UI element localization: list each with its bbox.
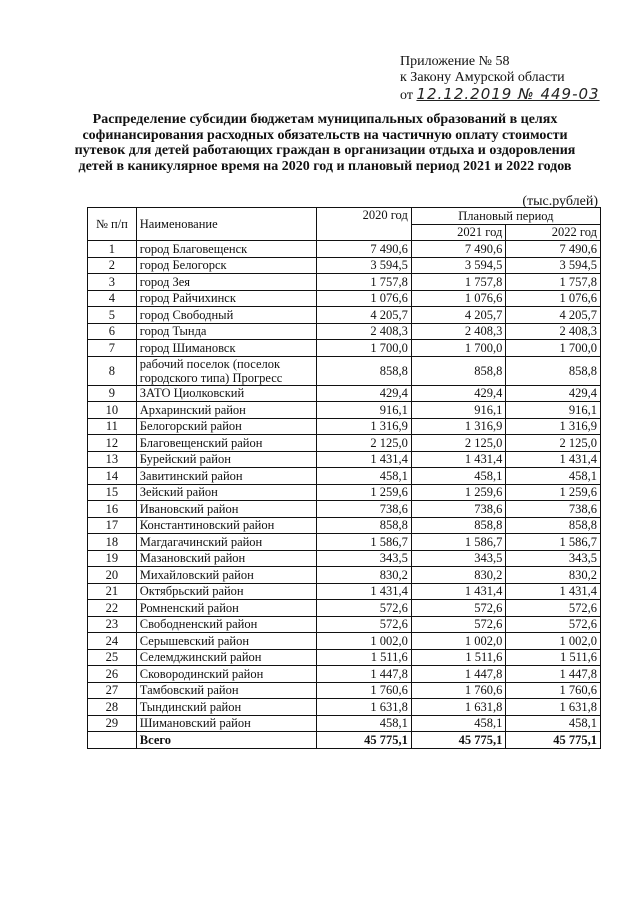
- row-2022-cell: 1 760,6: [506, 682, 601, 699]
- row-name-cell: Константиновский район: [136, 517, 316, 534]
- table-row: [88, 274, 601, 291]
- table-row: [88, 307, 601, 324]
- row-2021-cell: 1 511,6: [411, 649, 506, 666]
- row-name-cell: рабочий поселок (поселок городского типа) Прогресс: [136, 356, 316, 385]
- row-2022-cell: 1 757,8: [506, 274, 601, 291]
- header-planned-period: Плановый период: [411, 208, 600, 225]
- row-2021-cell: 458,1: [411, 468, 506, 485]
- document-title: Распределение субсидии бюджетам муниципальных образований в целях софинансирования расходных обязательств на частичную оплату стоимости путевок для детей работающих граждан в организации отдыха и оздоровления детей в каникулярное время на 2020 год и плановый период 2021 и 2022 годов: [74, 112, 576, 174]
- row-2020-cell: 1 431,4: [317, 583, 412, 600]
- row-2022-cell: 1 316,9: [506, 418, 601, 435]
- row-2020-cell: 572,6: [317, 600, 412, 617]
- table-row: [88, 715, 601, 732]
- row-2022-cell: 429,4: [506, 385, 601, 402]
- header-2022: 2022 год: [506, 224, 601, 241]
- row-2021-cell: 572,6: [411, 600, 506, 617]
- row-2020-cell: 858,8: [317, 517, 412, 534]
- table-row: [88, 633, 601, 650]
- row-name-cell: Михайловский район: [136, 567, 316, 584]
- total-number-cell: [88, 732, 137, 749]
- row-2021-cell: 3 594,5: [411, 257, 506, 274]
- row-number-cell: 3: [88, 274, 137, 291]
- row-2020-cell: 343,5: [317, 550, 412, 567]
- table-row: [88, 418, 601, 435]
- table-row: [88, 340, 601, 357]
- row-name-cell: Завитинский район: [136, 468, 316, 485]
- row-2020-cell: 4 205,7: [317, 307, 412, 324]
- row-2022-cell: 2 125,0: [506, 435, 601, 452]
- row-2021-cell: 916,1: [411, 402, 506, 419]
- total-2020-cell: 45 775,1: [317, 732, 412, 749]
- row-2021-cell: 830,2: [411, 567, 506, 584]
- row-number-cell: 22: [88, 600, 137, 617]
- row-2021-cell: 858,8: [411, 517, 506, 534]
- row-2022-cell: 1 700,0: [506, 340, 601, 357]
- row-name-cell: Белогорский район: [136, 418, 316, 435]
- row-2021-cell: 1 757,8: [411, 274, 506, 291]
- row-2020-cell: 7 490,6: [317, 241, 412, 258]
- row-2022-cell: 830,2: [506, 567, 601, 584]
- table-row: [88, 484, 601, 501]
- row-name-cell: Ивановский район: [136, 501, 316, 518]
- handwritten-date-number: 12.12.2019 № 449-03: [416, 85, 600, 103]
- table-row: [88, 567, 601, 584]
- row-2022-cell: 2 408,3: [506, 323, 601, 340]
- row-2022-cell: 1 431,4: [506, 583, 601, 600]
- row-2022-cell: 458,1: [506, 715, 601, 732]
- row-2020-cell: 916,1: [317, 402, 412, 419]
- row-2020-cell: 738,6: [317, 501, 412, 518]
- table-row: [88, 356, 601, 385]
- row-2020-cell: 2 125,0: [317, 435, 412, 452]
- row-name-cell: город Зея: [136, 274, 316, 291]
- row-number-cell: 5: [88, 307, 137, 324]
- row-2022-cell: 738,6: [506, 501, 601, 518]
- row-name-cell: город Белогорск: [136, 257, 316, 274]
- row-2022-cell: 343,5: [506, 550, 601, 567]
- row-number-cell: 2: [88, 257, 137, 274]
- table-row: [88, 435, 601, 452]
- row-number-cell: 18: [88, 534, 137, 551]
- row-2020-cell: 1 760,6: [317, 682, 412, 699]
- table-header: [88, 208, 601, 241]
- row-2020-cell: 458,1: [317, 715, 412, 732]
- table-row: [88, 323, 601, 340]
- row-2022-cell: 1 447,8: [506, 666, 601, 683]
- total-2022-cell: 45 775,1: [506, 732, 601, 749]
- row-2022-cell: 458,1: [506, 468, 601, 485]
- appendix-header: [400, 54, 600, 104]
- row-number-cell: 6: [88, 323, 137, 340]
- header-number: № п/п: [88, 208, 137, 241]
- header-2021: 2021 год: [411, 224, 506, 241]
- row-2021-cell: 1 316,9: [411, 418, 506, 435]
- row-2020-cell: 572,6: [317, 616, 412, 633]
- row-2022-cell: 1 631,8: [506, 699, 601, 716]
- row-2021-cell: 7 490,6: [411, 241, 506, 258]
- table-row: [88, 583, 601, 600]
- table-row: [88, 649, 601, 666]
- row-2021-cell: 1 586,7: [411, 534, 506, 551]
- row-2021-cell: 1 076,6: [411, 290, 506, 307]
- row-number-cell: 7: [88, 340, 137, 357]
- row-2022-cell: 1 076,6: [506, 290, 601, 307]
- row-name-cell: Шимановский район: [136, 715, 316, 732]
- row-number-cell: 14: [88, 468, 137, 485]
- row-2021-cell: 1 431,4: [411, 451, 506, 468]
- table-row: [88, 402, 601, 419]
- row-name-cell: Бурейский район: [136, 451, 316, 468]
- row-name-cell: город Свободный: [136, 307, 316, 324]
- row-2020-cell: 2 408,3: [317, 323, 412, 340]
- row-2021-cell: 1 760,6: [411, 682, 506, 699]
- row-number-cell: 20: [88, 567, 137, 584]
- table-header-row: [88, 208, 601, 225]
- appendix-date-line: [400, 86, 600, 104]
- row-2021-cell: 429,4: [411, 385, 506, 402]
- row-2021-cell: 858,8: [411, 356, 506, 385]
- row-number-cell: 27: [88, 682, 137, 699]
- row-2022-cell: 4 205,7: [506, 307, 601, 324]
- row-name-cell: Тындинский район: [136, 699, 316, 716]
- table-row: [88, 699, 601, 716]
- row-2020-cell: 1 002,0: [317, 633, 412, 650]
- table-row: [88, 550, 601, 567]
- row-2022-cell: 1 586,7: [506, 534, 601, 551]
- row-2022-cell: 1 431,4: [506, 451, 601, 468]
- row-2021-cell: 572,6: [411, 616, 506, 633]
- row-name-cell: Магдагачинский район: [136, 534, 316, 551]
- row-number-cell: 24: [88, 633, 137, 650]
- total-row: [88, 732, 601, 749]
- row-2020-cell: 3 594,5: [317, 257, 412, 274]
- table-row: [88, 534, 601, 551]
- row-2020-cell: 429,4: [317, 385, 412, 402]
- row-2020-cell: 1 076,6: [317, 290, 412, 307]
- header-name: Наименование: [136, 208, 316, 241]
- row-number-cell: 21: [88, 583, 137, 600]
- units-label: (тыс.рублей): [522, 194, 598, 209]
- row-number-cell: 17: [88, 517, 137, 534]
- row-2021-cell: 343,5: [411, 550, 506, 567]
- row-2022-cell: 916,1: [506, 402, 601, 419]
- row-number-cell: 23: [88, 616, 137, 633]
- header-2020: 2020 год: [317, 208, 412, 241]
- row-name-cell: Серышевский район: [136, 633, 316, 650]
- appendix-number: Приложение № 58: [400, 54, 510, 69]
- row-number-cell: 11: [88, 418, 137, 435]
- table-row: [88, 257, 601, 274]
- row-2021-cell: 738,6: [411, 501, 506, 518]
- row-2020-cell: 458,1: [317, 468, 412, 485]
- row-2022-cell: 858,8: [506, 517, 601, 534]
- row-2021-cell: 1 700,0: [411, 340, 506, 357]
- row-2021-cell: 1 259,6: [411, 484, 506, 501]
- table-row: [88, 682, 601, 699]
- row-name-cell: Архаринский район: [136, 402, 316, 419]
- row-2020-cell: 1 511,6: [317, 649, 412, 666]
- row-2022-cell: 572,6: [506, 600, 601, 617]
- row-name-cell: Ромненский район: [136, 600, 316, 617]
- row-name-cell: Свободненский район: [136, 616, 316, 633]
- total-label-cell: Всего: [136, 732, 316, 749]
- row-name-cell: ЗАТО Циолковский: [136, 385, 316, 402]
- row-2021-cell: 2 125,0: [411, 435, 506, 452]
- row-2020-cell: 1 316,9: [317, 418, 412, 435]
- row-2020-cell: 1 259,6: [317, 484, 412, 501]
- table-row: [88, 666, 601, 683]
- row-number-cell: 16: [88, 501, 137, 518]
- row-number-cell: 4: [88, 290, 137, 307]
- row-2022-cell: 3 594,5: [506, 257, 601, 274]
- row-2022-cell: 1 511,6: [506, 649, 601, 666]
- row-2022-cell: 572,6: [506, 616, 601, 633]
- row-number-cell: 25: [88, 649, 137, 666]
- row-name-cell: Зейский район: [136, 484, 316, 501]
- row-name-cell: Октябрьский район: [136, 583, 316, 600]
- row-number-cell: 10: [88, 402, 137, 419]
- table-row: [88, 385, 601, 402]
- row-name-cell: Селемджинский район: [136, 649, 316, 666]
- table-row: [88, 290, 601, 307]
- row-2020-cell: 830,2: [317, 567, 412, 584]
- row-name-cell: город Благовещенск: [136, 241, 316, 258]
- row-2021-cell: 4 205,7: [411, 307, 506, 324]
- row-number-cell: 29: [88, 715, 137, 732]
- table-row: [88, 600, 601, 617]
- row-number-cell: 12: [88, 435, 137, 452]
- row-2021-cell: 2 408,3: [411, 323, 506, 340]
- row-number-cell: 9: [88, 385, 137, 402]
- table-row: [88, 501, 601, 518]
- row-name-cell: город Райчихинск: [136, 290, 316, 307]
- table-row: [88, 468, 601, 485]
- row-number-cell: 1: [88, 241, 137, 258]
- table-body: [88, 241, 601, 749]
- table-row: [88, 241, 601, 258]
- subsidy-table: [87, 207, 601, 749]
- row-2021-cell: 458,1: [411, 715, 506, 732]
- row-name-cell: Мазановский район: [136, 550, 316, 567]
- table-row: [88, 517, 601, 534]
- table-row: [88, 451, 601, 468]
- row-2020-cell: 1 631,8: [317, 699, 412, 716]
- row-number-cell: 15: [88, 484, 137, 501]
- row-number-cell: 8: [88, 356, 137, 385]
- row-number-cell: 13: [88, 451, 137, 468]
- row-2020-cell: 1 586,7: [317, 534, 412, 551]
- row-name-cell: Благовещенский район: [136, 435, 316, 452]
- row-2022-cell: 1 002,0: [506, 633, 601, 650]
- appendix-date-prefix: от: [400, 88, 413, 103]
- row-2021-cell: 1 002,0: [411, 633, 506, 650]
- row-number-cell: 26: [88, 666, 137, 683]
- row-2020-cell: 1 757,8: [317, 274, 412, 291]
- total-2021-cell: 45 775,1: [411, 732, 506, 749]
- row-name-cell: город Шимановск: [136, 340, 316, 357]
- row-name-cell: город Тында: [136, 323, 316, 340]
- appendix-law-reference: к Закону Амурской области: [400, 70, 565, 85]
- row-2021-cell: 1 631,8: [411, 699, 506, 716]
- row-2022-cell: 858,8: [506, 356, 601, 385]
- row-2021-cell: 1 431,4: [411, 583, 506, 600]
- row-2020-cell: 858,8: [317, 356, 412, 385]
- row-2020-cell: 1 431,4: [317, 451, 412, 468]
- row-2021-cell: 1 447,8: [411, 666, 506, 683]
- row-number-cell: 19: [88, 550, 137, 567]
- row-2022-cell: 7 490,6: [506, 241, 601, 258]
- row-2020-cell: 1 700,0: [317, 340, 412, 357]
- row-2020-cell: 1 447,8: [317, 666, 412, 683]
- row-number-cell: 28: [88, 699, 137, 716]
- row-name-cell: Сковородинский район: [136, 666, 316, 683]
- table-row: [88, 616, 601, 633]
- row-name-cell: Тамбовский район: [136, 682, 316, 699]
- row-2022-cell: 1 259,6: [506, 484, 601, 501]
